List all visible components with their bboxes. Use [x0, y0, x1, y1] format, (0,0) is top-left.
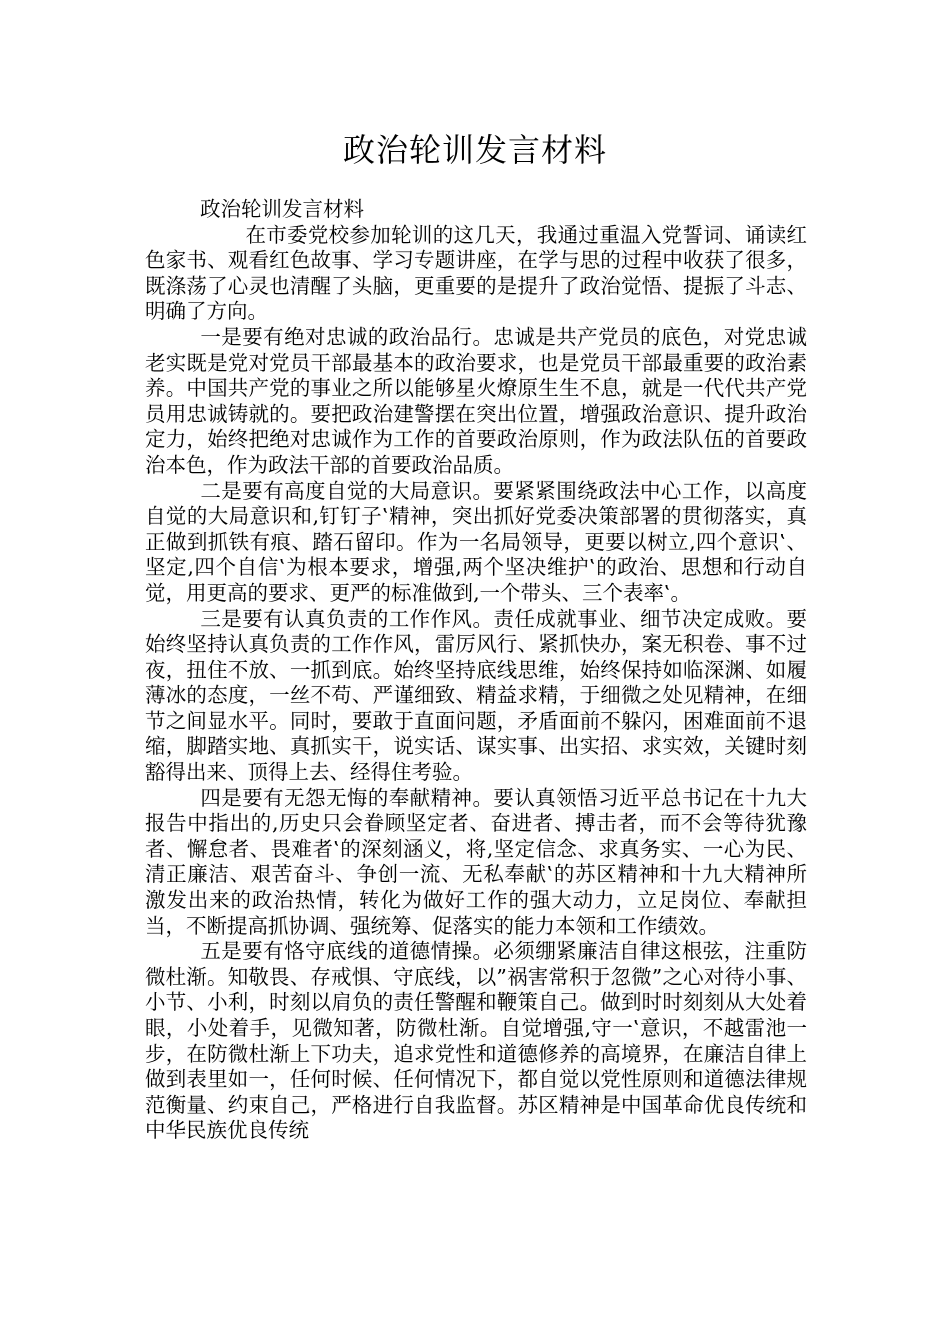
- paragraph-overall-awareness: 二是要有高度自觉的大局意识。要紧紧围绕政法中心工作，以高度自觉的大局意识和‚钉钉子‛精神，突出抓好党委决策部署的贯彻落实，真正做到抓铁有痕、踏石留印。作为一名局领导，更要以树立‚四个意识‛、坚定‚四个自信‛为根本要求，增强‚两个坚决维护‛的政治、思想和行动自觉，用更高的要求、更严的标准做到‚一个带头、三个表率‛。: [145, 478, 807, 605]
- document-title: 政治轮训发言材料: [342, 131, 607, 169]
- paragraph-moral-bottom-line: 五是要有恪守底线的道德情操。必须绷紧廉洁自律这根弦，注重防微杜渐。知敬畏、存戒惧、守底线，以”祸害常积于忽微”之心对待小事、小节、小利，时刻以肩负的责任警醒和鞭策自己。做到时时刻刻从大处着眼，小处着手，见微知著，防微杜渐。自觉增强‚守一‛意识，不越雷池一步，在防微杜渐上下功夫，追求党性和道德修养的高境界，在廉洁自律上做到表里如一，任何时候、任何情况下，都自觉以党性原则和道德法律规范衡量、约束自己，严格进行自我监督。苏区精神是中国革命优良传统和中华民族优良传统: [145, 939, 807, 1143]
- intro-paragraph: 在市委党校参加轮训的这几天，我通过重温入党誓词、诵读红色家书、观看红色故事、学习专题讲座，在学与思的过程中收获了很多，既涤荡了心灵也清醒了头脑，更重要的是提升了政治觉悟、提振了斗志、明确了方向。: [145, 222, 807, 324]
- document-body: [145, 197, 807, 1144]
- paragraph-loyalty: 一是要有绝对忠诚的政治品行。忠诚是共产党员的底色，对党忠诚老实既是党对党员干部最基本的政治要求，也是党员干部最重要的政治素养。中国共产党的事业之所以能够星火燎原生生不息，就是一代代共产党员用忠诚铸就的。要把政治建警摆在突出位置，增强政治意识、提升政治定力，始终把绝对忠诚作为工作的首要政治原则，作为政法队伍的首要政治本色，作为政法干部的首要政治品质。: [145, 324, 807, 477]
- paragraph-work-style: 三是要有认真负责的工作作风。责任成就事业、细节决定成败。要始终坚持认真负责的工作作风，雷厉风行、紧抓快办，案无积卷、事不过夜，扭住不放、一抓到底。始终坚持底线思维，始终保持如临深渊、如履薄冰的态度，一丝不苟、严谨细致、精益求精，于细微之处见精神，在细节之间显水平。同时，要敢于直面问题，矛盾面前不躲闪，困难面前不退缩，脚踏实地、真抓实干，说实话、谋实事、出实招、求实效，关键时刻豁得出来、顶得上去、经得住考验。: [145, 606, 807, 785]
- paragraph-dedication: 四是要有无怨无悔的奉献精神。要认真领悟习近平总书记在十九大报告中指出的‚历史只会眷顾坚定者、奋进者、搏击者，而不会等待犹豫者、懈怠者、畏难者‛的深刻涵义，将‚坚定信念、求真务实、一心为民、清正廉洁、艰苦奋斗、争创一流、无私奉献‛的苏区精神和十九大精神所激发出来的政治热情，转化为做好工作的强大动力，立足岗位、奉献担当，不断提高抓协调、强统筹、促落实的能力本领和工作绩效。: [145, 785, 807, 938]
- document-subtitle: 政治轮训发言材料: [200, 197, 364, 221]
